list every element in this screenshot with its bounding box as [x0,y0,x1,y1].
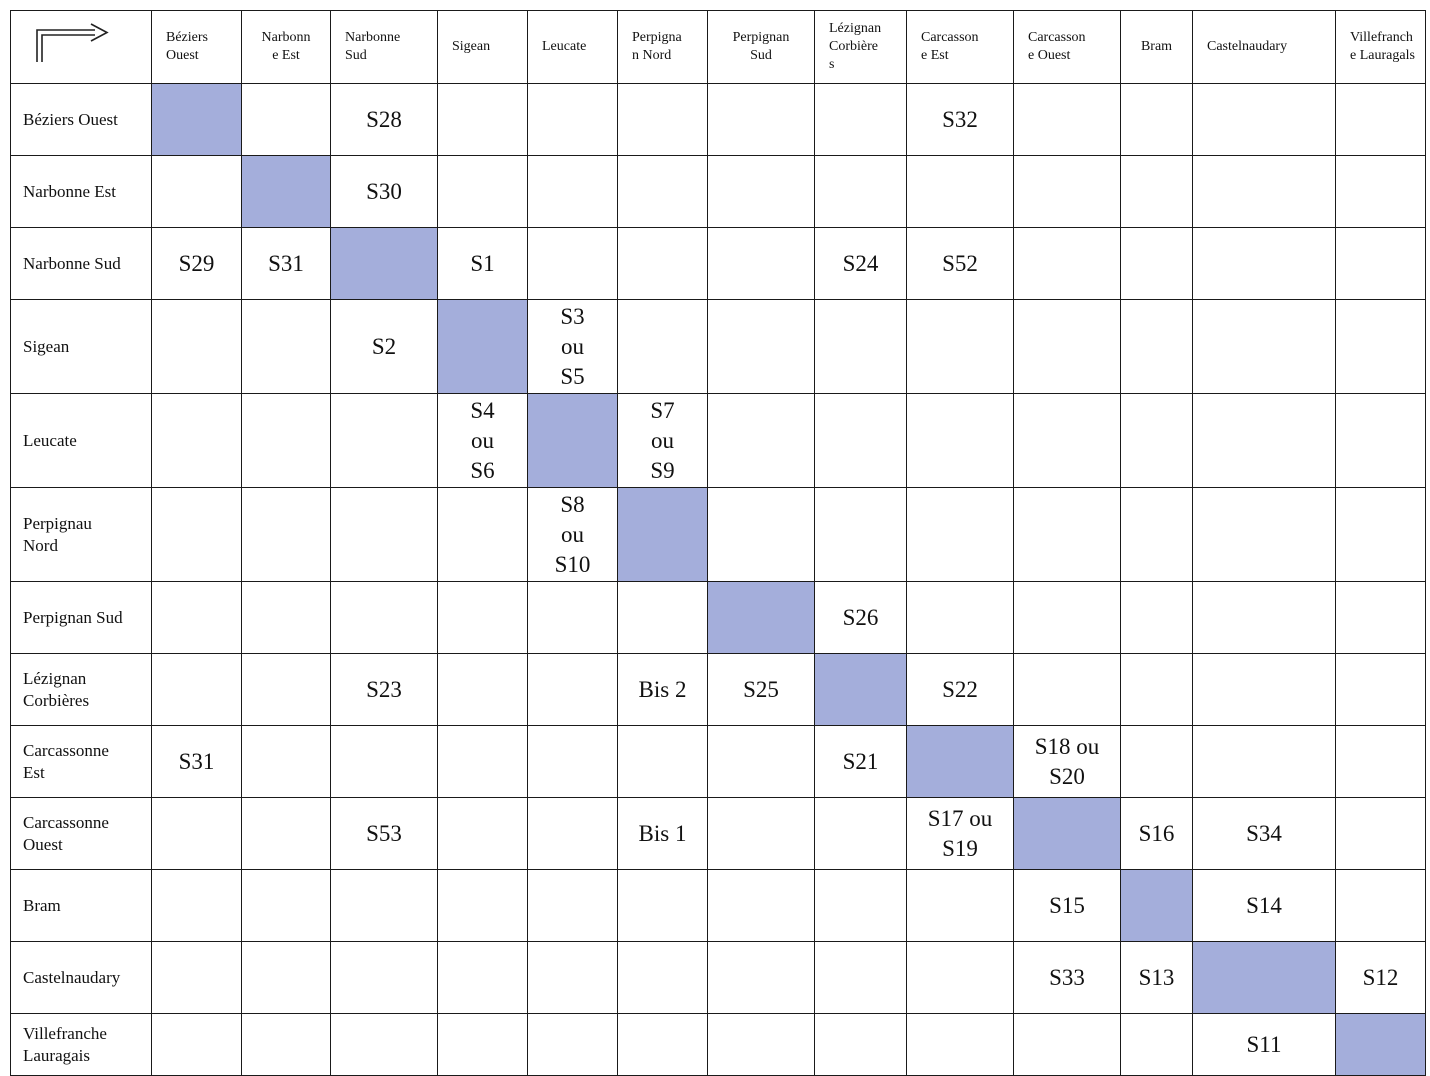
empty-cell [907,300,1014,394]
table-row [11,156,1426,228]
code-cell: S23 [331,654,438,726]
empty-cell [1014,1014,1121,1076]
row-header-carcassonne-ouest: Carcassonne Ouest [11,798,152,870]
code-cell: S16 [1121,798,1193,870]
diagonal-cell [242,156,331,228]
empty-cell [438,1014,528,1076]
table-row [11,1014,1426,1076]
empty-cell [618,870,708,942]
empty-cell [331,582,438,654]
empty-cell [438,798,528,870]
empty-cell [242,582,331,654]
empty-cell [1014,654,1121,726]
row-header-carcassonne-est: Carcassonne Est [11,726,152,798]
diagonal-cell [1121,870,1193,942]
diagonal-cell [618,488,708,582]
empty-cell [1121,654,1193,726]
empty-cell [708,942,815,1014]
code-cell: S8 ou S10 [528,488,618,582]
empty-cell [907,942,1014,1014]
table-row [11,488,1426,582]
empty-cell [907,488,1014,582]
empty-cell [1121,300,1193,394]
code-cell: S22 [907,654,1014,726]
empty-cell [1336,582,1426,654]
empty-cell [152,870,242,942]
column-header-beziersouest: Béziers Ouest [152,11,242,84]
code-cell: S30 [331,156,438,228]
diagonal-cell [1014,798,1121,870]
code-cell: S31 [242,228,331,300]
code-cell: S33 [1014,942,1121,1014]
row-header-bram: Bram [11,870,152,942]
row-header-leucate: Leucate [11,394,152,488]
table-row [11,394,1426,488]
empty-cell [907,1014,1014,1076]
empty-cell [242,726,331,798]
code-cell: S13 [1121,942,1193,1014]
row-header-beziers-ouest: Béziers Ouest [11,84,152,156]
empty-cell [1193,582,1336,654]
empty-cell [1121,582,1193,654]
empty-cell [1121,394,1193,488]
table-row [11,870,1426,942]
empty-cell [528,870,618,942]
column-header-perpignansud: Perpignan Sud [708,11,815,84]
empty-cell [1121,84,1193,156]
code-cell: S34 [1193,798,1336,870]
empty-cell [152,1014,242,1076]
empty-cell [618,228,708,300]
empty-cell [907,394,1014,488]
empty-cell [708,488,815,582]
table-row [11,228,1426,300]
code-cell: S28 [331,84,438,156]
interchange-matrix-table [10,10,1426,1076]
empty-cell [907,582,1014,654]
empty-cell [528,228,618,300]
code-cell: S25 [708,654,815,726]
column-header-narbonnesud: Narbonne Sud [331,11,438,84]
empty-cell [1193,228,1336,300]
empty-cell [1336,870,1426,942]
table-row [11,942,1426,1014]
row-header-lezignan-corbieres: Lézignan Corbières [11,654,152,726]
column-header-perpignan-nord: Perpigna n Nord [618,11,708,84]
empty-cell [815,156,907,228]
empty-cell [331,1014,438,1076]
code-cell: S1 [438,228,528,300]
empty-cell [242,1014,331,1076]
empty-cell [815,798,907,870]
column-header-carcassone-ouest: Carcasson e Ouest [1014,11,1121,84]
empty-cell [1336,84,1426,156]
empty-cell [1193,300,1336,394]
empty-cell [438,870,528,942]
empty-cell [1014,300,1121,394]
empty-cell [528,156,618,228]
empty-cell [618,300,708,394]
empty-cell [1193,84,1336,156]
bent-arrow-icon [33,22,113,66]
empty-cell [242,394,331,488]
corner-cell [11,11,152,84]
code-cell: Bis 1 [618,798,708,870]
empty-cell [1014,488,1121,582]
empty-cell [438,488,528,582]
code-cell: S29 [152,228,242,300]
empty-cell [242,300,331,394]
empty-cell [708,84,815,156]
empty-cell [815,394,907,488]
empty-cell [242,870,331,942]
empty-cell [242,942,331,1014]
empty-cell [1336,300,1426,394]
empty-cell [815,1014,907,1076]
column-header-villefranche-lauragals: Villefranch e Lauragals [1336,11,1426,84]
empty-cell [152,156,242,228]
empty-cell [708,726,815,798]
empty-cell [618,1014,708,1076]
empty-cell [815,84,907,156]
empty-cell [1193,394,1336,488]
empty-cell [152,942,242,1014]
code-cell: S52 [907,228,1014,300]
row-header-sigean: Sigean [11,300,152,394]
table-row [11,84,1426,156]
empty-cell [1121,1014,1193,1076]
empty-cell [1121,156,1193,228]
empty-cell [815,870,907,942]
code-cell: S2 [331,300,438,394]
empty-cell [708,228,815,300]
code-cell: S4 ou S6 [438,394,528,488]
empty-cell [528,654,618,726]
empty-cell [1014,84,1121,156]
empty-cell [152,394,242,488]
empty-cell [242,654,331,726]
row-header-perpignan-sud: Perpignan Sud [11,582,152,654]
empty-cell [618,156,708,228]
table-row [11,300,1426,394]
empty-cell [438,582,528,654]
empty-cell [1121,228,1193,300]
code-cell: Bis 2 [618,654,708,726]
empty-cell [438,156,528,228]
empty-cell [708,156,815,228]
empty-cell [815,942,907,1014]
diagonal-cell [438,300,528,394]
empty-cell [708,1014,815,1076]
empty-cell [331,870,438,942]
empty-cell [438,726,528,798]
empty-cell [1193,156,1336,228]
code-cell: S31 [152,726,242,798]
empty-cell [528,726,618,798]
code-cell: S18 ou S20 [1014,726,1121,798]
code-cell: S15 [1014,870,1121,942]
empty-cell [1014,394,1121,488]
empty-cell [528,582,618,654]
table-row [11,798,1426,870]
column-header-narbonne-est: Narbonn e Est [242,11,331,84]
empty-cell [1193,726,1336,798]
row-header-narbonne-sud: Narbonne Sud [11,228,152,300]
empty-cell [1336,394,1426,488]
empty-cell [708,300,815,394]
empty-cell [438,654,528,726]
empty-cell [907,156,1014,228]
empty-cell [815,488,907,582]
code-cell: S32 [907,84,1014,156]
empty-cell [1336,488,1426,582]
code-cell: S11 [1193,1014,1336,1076]
empty-cell [1014,228,1121,300]
empty-cell [1014,156,1121,228]
row-header-castelnaudary: Castelnaudary [11,942,152,1014]
empty-cell [1336,654,1426,726]
code-cell: S26 [815,582,907,654]
empty-cell [1336,228,1426,300]
column-header-castelnaudary: Castelnaudary [1193,11,1336,84]
empty-cell [152,582,242,654]
empty-cell [1121,488,1193,582]
column-header-lezignancorbieres: Lézignan Corbière s [815,11,907,84]
empty-cell [331,726,438,798]
empty-cell [528,1014,618,1076]
diagonal-cell [1193,942,1336,1014]
empty-cell [1193,654,1336,726]
diagonal-cell [708,582,815,654]
column-header-bram: Bram [1121,11,1193,84]
empty-cell [438,942,528,1014]
empty-cell [1336,798,1426,870]
column-header-row [11,11,1426,84]
row-header-villefranche-lauragais: Villefranche Lauragais [11,1014,152,1076]
empty-cell [331,942,438,1014]
empty-cell [618,942,708,1014]
empty-cell [152,300,242,394]
code-cell: S53 [331,798,438,870]
empty-cell [1336,156,1426,228]
code-cell: S12 [1336,942,1426,1014]
empty-cell [528,798,618,870]
empty-cell [907,870,1014,942]
empty-cell [1336,726,1426,798]
row-header-perpignau-nord: Perpignau Nord [11,488,152,582]
empty-cell [152,488,242,582]
diagonal-cell [152,84,242,156]
empty-cell [242,84,331,156]
empty-cell [708,870,815,942]
empty-cell [242,488,331,582]
diagonal-cell [1336,1014,1426,1076]
code-cell: S21 [815,726,907,798]
diagonal-cell [815,654,907,726]
table-row [11,654,1426,726]
empty-cell [528,84,618,156]
row-header-narbonne-est: Narbonne Est [11,156,152,228]
empty-cell [1014,582,1121,654]
empty-cell [528,942,618,1014]
empty-cell [618,84,708,156]
diagonal-cell [331,228,438,300]
table-row [11,582,1426,654]
table-row [11,726,1426,798]
empty-cell [242,798,331,870]
empty-cell [708,798,815,870]
code-cell: S3 ou S5 [528,300,618,394]
empty-cell [331,488,438,582]
empty-cell [152,654,242,726]
empty-cell [1193,488,1336,582]
empty-cell [618,582,708,654]
column-header-leucate: Leucate [528,11,618,84]
code-cell: S7 ou S9 [618,394,708,488]
empty-cell [152,798,242,870]
empty-cell [438,84,528,156]
column-header-sigean: Sigean [438,11,528,84]
code-cell: S17 ou S19 [907,798,1014,870]
empty-cell [815,300,907,394]
empty-cell [331,394,438,488]
empty-cell [1121,726,1193,798]
code-cell: S24 [815,228,907,300]
column-header-carcassone-est: Carcasson e Est [907,11,1014,84]
empty-cell [708,394,815,488]
empty-cell [618,726,708,798]
diagonal-cell [528,394,618,488]
diagonal-cell [907,726,1014,798]
code-cell: S14 [1193,870,1336,942]
